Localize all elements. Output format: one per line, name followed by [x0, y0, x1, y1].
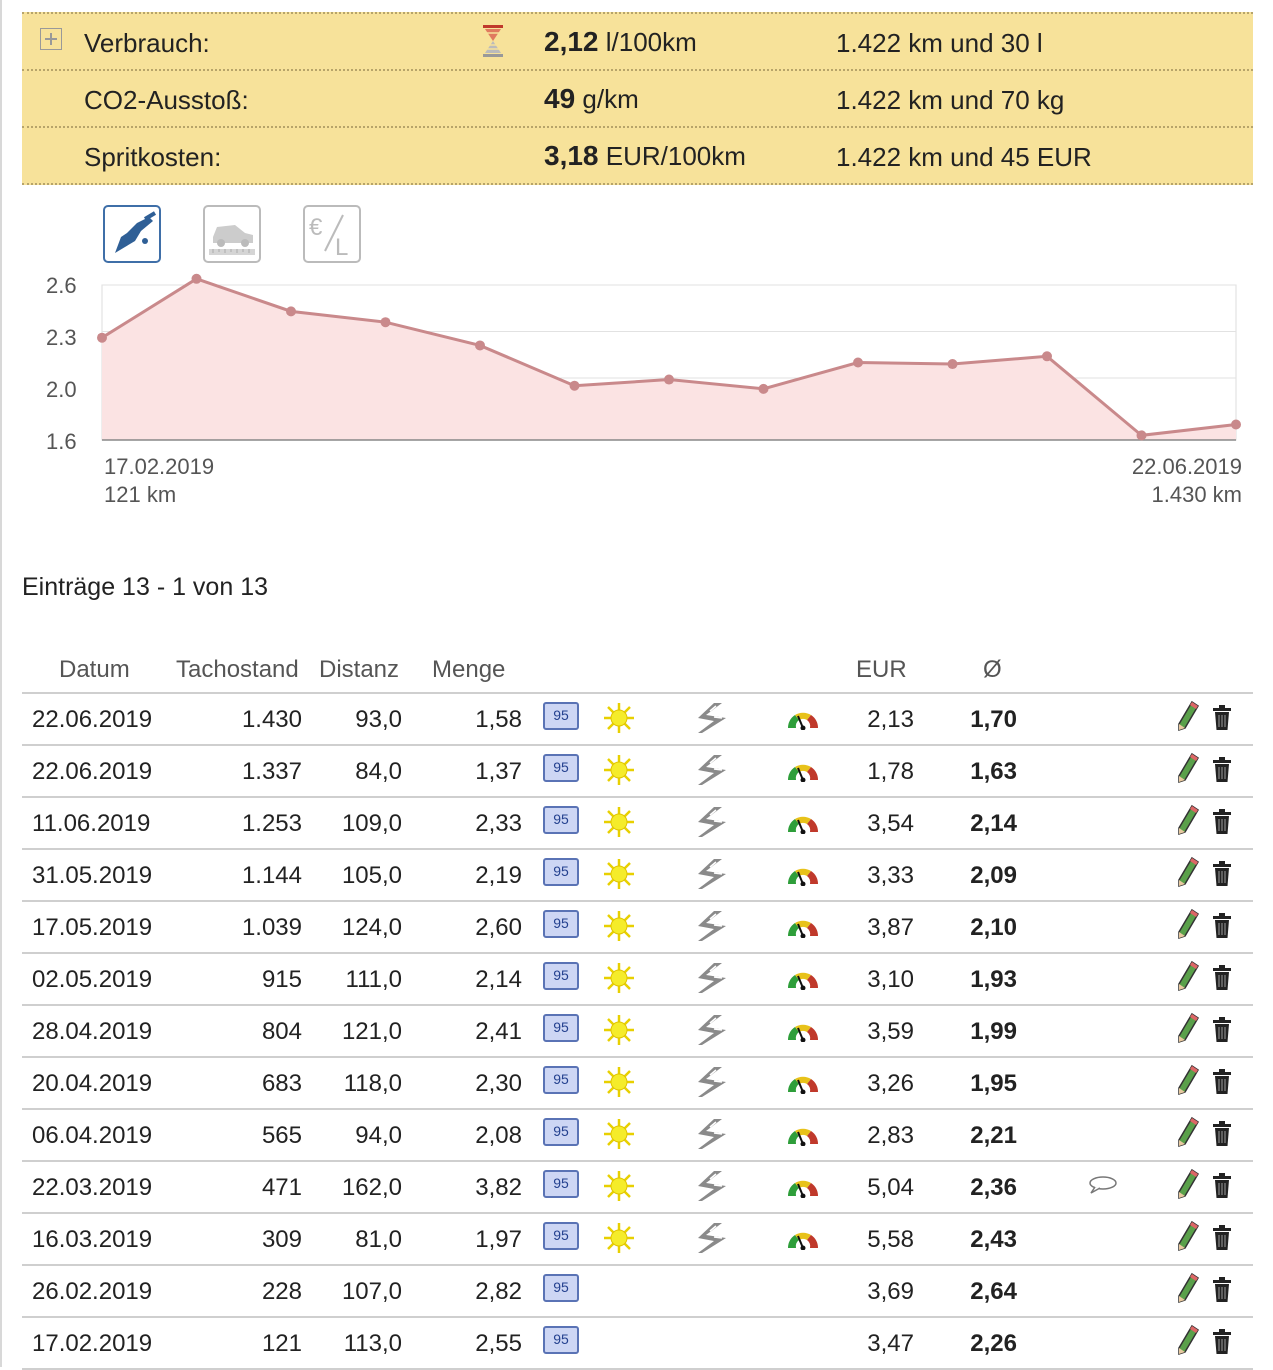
trash-icon[interactable] [1212, 757, 1232, 790]
summary-value: 2,12 l/100km [544, 26, 697, 57]
cell-menge: 2,33 [475, 810, 522, 837]
fuel-type-badge: 95 [543, 1274, 579, 1302]
table-row [22, 850, 1253, 902]
edit-pencil-icon[interactable] [1176, 1064, 1200, 1103]
data-point [286, 306, 296, 316]
chart-end-date: 22.06.2019 [1131, 454, 1242, 479]
data-point [853, 358, 863, 368]
cell-eur: 3,54 [867, 810, 914, 837]
cell-datum: 17.02.2019 [32, 1330, 153, 1357]
cell-datum: 17.05.2019 [32, 914, 153, 941]
cell-distanz: 121,0 [341, 1018, 402, 1045]
cell-datum: 11.06.2019 [32, 810, 151, 837]
gauge-icon [786, 758, 820, 789]
sun-icon [602, 910, 636, 949]
trash-icon[interactable] [1212, 1017, 1232, 1050]
road-icon [696, 1014, 730, 1053]
cell-tachostand: 1.430 [241, 706, 302, 733]
fuel-type-badge: 95 [543, 1066, 579, 1094]
svg-text:L: L [335, 234, 349, 261]
sun-icon [602, 754, 636, 793]
cell-menge: 2,08 [475, 1122, 522, 1149]
cell-average: 2,26 [970, 1330, 1017, 1357]
cell-tachostand: 1.253 [241, 810, 302, 837]
cell-eur: 2,13 [867, 706, 914, 733]
cell-menge: 3,82 [475, 1174, 522, 1201]
cell-tachostand: 121 [261, 1330, 302, 1357]
cell-tachostand: 1.144 [241, 862, 302, 889]
gauge-icon [786, 706, 820, 737]
cell-datum: 20.04.2019 [32, 1070, 153, 1097]
cell-menge: 1,97 [475, 1226, 522, 1253]
cell-distanz: 118,0 [343, 1070, 402, 1097]
sun-icon [602, 702, 636, 741]
summary-detail: 1.422 km und 45 EUR [836, 142, 1092, 172]
cell-distanz: 109,0 [341, 810, 402, 837]
cell-tachostand: 1.039 [241, 914, 302, 941]
cell-tachostand: 228 [261, 1278, 302, 1305]
cell-datum: 22.06.2019 [32, 758, 153, 785]
sun-icon [602, 806, 636, 845]
road-icon [696, 910, 730, 949]
summary-detail: 1.422 km und 70 kg [836, 85, 1065, 115]
fuel-type-badge: 95 [543, 962, 579, 990]
chart-end-km: 1.430 km [1151, 482, 1242, 507]
header-average[interactable]: Ø [983, 656, 1002, 683]
road-icon [696, 1118, 730, 1157]
fuel-type-badge: 95 [543, 910, 579, 938]
road-icon [696, 806, 730, 845]
gauge-icon [786, 914, 820, 945]
gauge-icon [786, 810, 820, 841]
trash-icon[interactable] [1212, 1121, 1232, 1154]
edit-pencil-icon[interactable] [1176, 1272, 1200, 1311]
header-datum[interactable]: Datum [59, 656, 130, 683]
cell-average: 1,63 [970, 758, 1017, 785]
header-menge[interactable]: Menge [432, 656, 506, 683]
table-row [22, 1266, 1253, 1318]
cell-distanz: 111,0 [345, 966, 402, 993]
cell-datum: 22.06.2019 [32, 706, 153, 733]
cell-eur: 3,59 [867, 1018, 914, 1045]
road-icon [696, 858, 730, 897]
cell-eur: 3,47 [867, 1330, 914, 1357]
road-icon [696, 962, 730, 1001]
sun-icon [602, 858, 636, 897]
entries-count: Einträge 13 - 1 von 13 [22, 573, 268, 601]
fuel-type-badge: 95 [543, 1170, 579, 1198]
fuel-type-badge: 95 [543, 702, 579, 730]
table-row [22, 694, 1253, 746]
cell-eur: 3,26 [867, 1070, 914, 1097]
trash-icon[interactable] [1212, 965, 1232, 998]
cell-tachostand: 309 [261, 1226, 302, 1253]
cell-datum: 31.05.2019 [32, 862, 153, 889]
edit-pencil-icon[interactable] [1176, 856, 1200, 895]
data-point [759, 384, 769, 394]
chart-end-label [1132, 453, 1242, 509]
cell-average: 1,99 [970, 1018, 1017, 1045]
table-body [22, 694, 1253, 1370]
entries-table [22, 648, 1253, 1370]
road-icon [696, 1066, 730, 1105]
trash-icon[interactable] [1212, 913, 1232, 946]
cell-tachostand: 471 [261, 1174, 302, 1201]
data-point [192, 274, 202, 284]
cell-eur: 1,78 [867, 758, 914, 785]
sun-icon [602, 1170, 636, 1209]
cell-datum: 06.04.2019 [32, 1122, 153, 1149]
cell-datum: 26.02.2019 [32, 1278, 153, 1305]
cell-menge: 2,19 [475, 862, 522, 889]
cell-tachostand: 915 [261, 966, 302, 993]
table-row [22, 1318, 1253, 1370]
edit-pencil-icon[interactable] [1176, 804, 1200, 843]
comment-icon[interactable] [1086, 1174, 1118, 1203]
cell-eur: 3,69 [867, 1278, 914, 1305]
summary-label: CO2-Ausstoß: [84, 85, 249, 115]
chart-start-km: 121 km [104, 482, 177, 507]
fuel-type-badge: 95 [543, 858, 579, 886]
cell-average: 2,09 [970, 862, 1017, 889]
cell-eur: 3,87 [867, 914, 914, 941]
cell-average: 1,93 [970, 966, 1017, 993]
sun-icon [602, 1014, 636, 1053]
table-row [22, 902, 1253, 954]
summary-value: 49 g/km [544, 83, 639, 114]
cell-average: 2,21 [970, 1122, 1017, 1149]
trash-icon[interactable] [1212, 809, 1232, 842]
table-row [22, 954, 1253, 1006]
edit-pencil-icon[interactable] [1176, 1220, 1200, 1259]
sun-icon [602, 1222, 636, 1261]
edit-pencil-icon[interactable] [1176, 1012, 1200, 1051]
data-point [475, 340, 485, 350]
y-tick-label: 2.0 [46, 377, 77, 402]
trash-icon[interactable] [1212, 1277, 1232, 1310]
gauge-icon [786, 862, 820, 893]
cell-menge: 1,37 [475, 758, 522, 785]
y-tick-label: 2.3 [46, 325, 77, 350]
cell-menge: 2,60 [475, 914, 522, 941]
cell-distanz: 124,0 [341, 914, 402, 941]
data-point [1042, 351, 1052, 361]
data-point [948, 359, 958, 369]
cell-eur: 5,58 [867, 1226, 914, 1253]
data-point [664, 375, 674, 385]
fuel-type-badge: 95 [543, 1326, 579, 1354]
cell-datum: 02.05.2019 [32, 966, 153, 993]
gauge-icon [786, 1226, 820, 1257]
table-row [22, 1006, 1253, 1058]
edit-pencil-icon[interactable] [1176, 960, 1200, 999]
cell-menge: 2,30 [475, 1070, 522, 1097]
table-row [22, 1110, 1253, 1162]
gauge-icon [786, 1174, 820, 1205]
sun-icon [602, 1118, 636, 1157]
header-eur[interactable]: EUR [856, 656, 907, 683]
cell-tachostand: 565 [261, 1122, 302, 1149]
table-row [22, 798, 1253, 850]
data-point [97, 333, 107, 343]
edit-pencil-icon[interactable] [1176, 752, 1200, 791]
gauge-icon [786, 1070, 820, 1101]
cell-distanz: 113,0 [343, 1330, 402, 1357]
cell-distanz: 105,0 [341, 862, 402, 889]
data-point [1137, 430, 1147, 440]
data-point [381, 317, 391, 327]
table-row [22, 746, 1253, 798]
table-row [22, 1162, 1253, 1214]
cell-menge: 2,55 [475, 1330, 522, 1357]
trash-icon[interactable] [1212, 861, 1232, 894]
cell-datum: 22.03.2019 [32, 1174, 153, 1201]
cell-average: 1,70 [970, 706, 1017, 733]
svg-text:€: € [309, 214, 323, 241]
cell-tachostand: 683 [261, 1070, 302, 1097]
cell-tachostand: 1.337 [241, 758, 302, 785]
edit-pencil-icon[interactable] [1176, 1168, 1200, 1207]
cell-menge: 2,41 [475, 1018, 522, 1045]
cell-average: 2,10 [970, 914, 1017, 941]
cell-eur: 2,83 [867, 1122, 914, 1149]
gauge-icon [786, 1018, 820, 1049]
edit-pencil-icon[interactable] [1176, 908, 1200, 947]
fuel-type-badge: 95 [543, 1118, 579, 1146]
road-icon [696, 1170, 730, 1209]
cell-eur: 3,10 [867, 966, 914, 993]
cell-distanz: 81,0 [355, 1226, 402, 1253]
trash-icon[interactable] [1212, 1329, 1232, 1362]
cell-eur: 3,33 [867, 862, 914, 889]
edit-pencil-icon[interactable] [1176, 1116, 1200, 1155]
trash-icon[interactable] [1212, 1225, 1232, 1258]
table-row [22, 1214, 1253, 1266]
cell-distanz: 162,0 [341, 1174, 402, 1201]
cell-tachostand: 804 [261, 1018, 302, 1045]
cell-distanz: 107,0 [341, 1278, 402, 1305]
table-row [22, 1058, 1253, 1110]
y-tick-label: 2.6 [46, 273, 77, 298]
cell-datum: 28.04.2019 [32, 1018, 153, 1045]
fuel-type-badge: 95 [543, 806, 579, 834]
trash-icon[interactable] [1212, 705, 1232, 738]
fuel-type-badge: 95 [543, 1014, 579, 1042]
fuel-type-badge: 95 [543, 754, 579, 782]
road-icon [696, 702, 730, 741]
summary-label: Verbrauch: [84, 28, 210, 58]
data-point [1231, 420, 1241, 430]
road-icon [696, 1222, 730, 1261]
fuel-type-badge: 95 [543, 1222, 579, 1250]
cell-distanz: 84,0 [355, 758, 402, 785]
edit-pencil-icon[interactable] [1176, 700, 1200, 739]
summary-value: 3,18 EUR/100km [544, 140, 746, 171]
trash-icon[interactable] [1212, 1069, 1232, 1102]
cell-average: 2,36 [970, 1174, 1017, 1201]
cell-menge: 2,14 [475, 966, 522, 993]
cell-average: 2,64 [970, 1278, 1017, 1305]
summary-label: Spritkosten: [84, 142, 222, 172]
cell-menge: 2,82 [475, 1278, 522, 1305]
road-icon [696, 754, 730, 793]
table-header [22, 648, 1253, 694]
chart-start-label [104, 453, 214, 509]
header-tachostand[interactable]: Tachostand [176, 656, 299, 683]
sun-icon [602, 1066, 636, 1105]
summary-detail: 1.422 km und 30 l [836, 28, 1043, 58]
cell-datum: 16.03.2019 [32, 1226, 153, 1253]
gauge-icon [786, 966, 820, 997]
cell-average: 2,43 [970, 1226, 1017, 1253]
cell-average: 1,95 [970, 1070, 1017, 1097]
data-point [570, 381, 580, 391]
sun-icon [602, 962, 636, 1001]
trash-icon[interactable] [1212, 1173, 1232, 1206]
cell-eur: 5,04 [867, 1174, 914, 1201]
edit-pencil-icon[interactable] [1176, 1324, 1200, 1363]
cell-distanz: 94,0 [355, 1122, 402, 1149]
gauge-icon [786, 1122, 820, 1153]
chart-start-date: 17.02.2019 [104, 454, 215, 479]
consumption-chart [0, 0, 1273, 520]
cell-distanz: 93,0 [355, 706, 402, 733]
cell-menge: 1,58 [475, 706, 522, 733]
cell-average: 2,14 [970, 810, 1017, 837]
y-tick-label: 1.6 [46, 429, 77, 454]
header-distanz[interactable]: Distanz [319, 656, 400, 683]
